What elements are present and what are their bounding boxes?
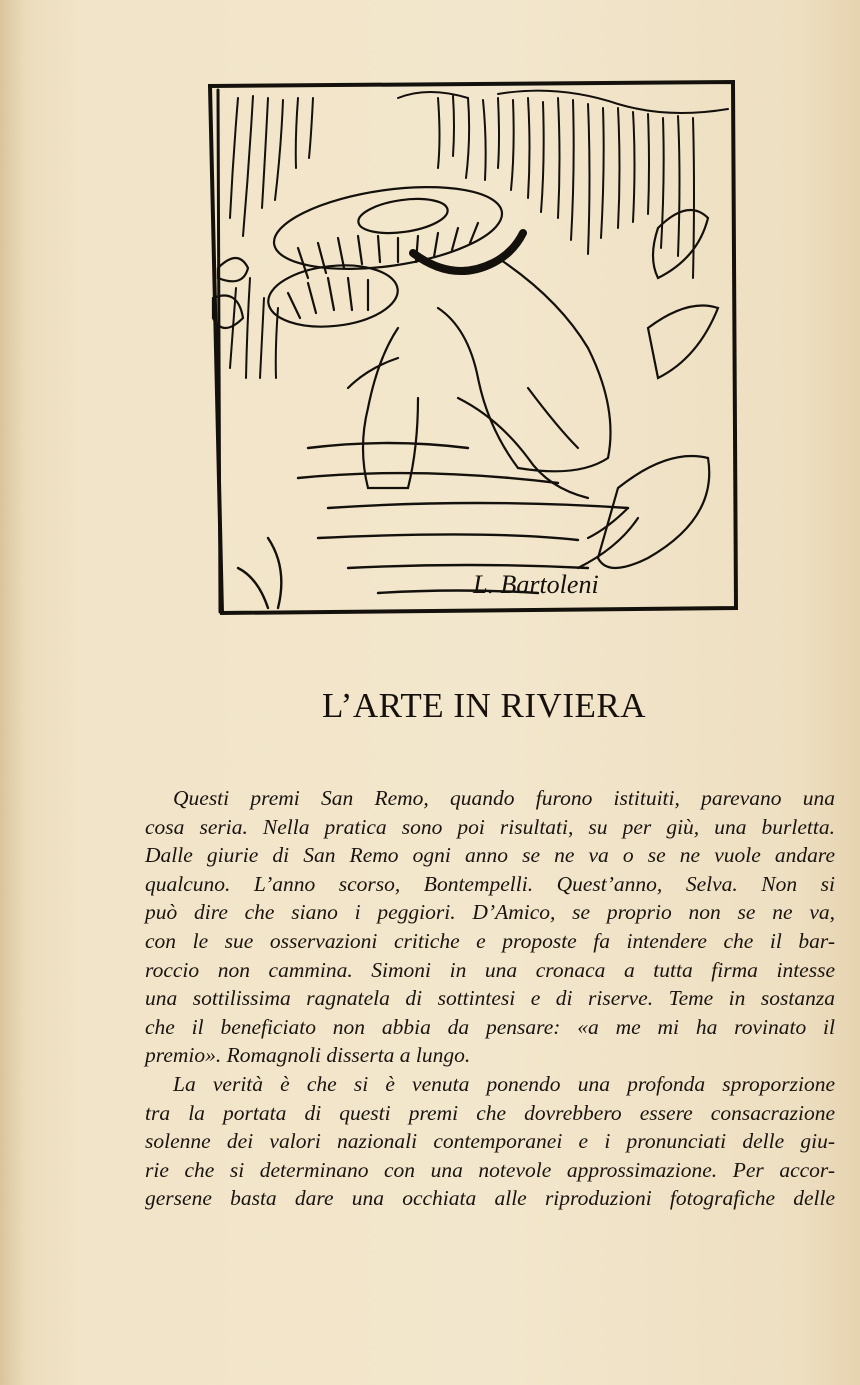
- text-line: Dalle giurie di San Remo ogni anno se ne va o se ne vuole andare: [145, 843, 835, 868]
- text-line: gersene basta dare una occhiata alle riproduzioni fotografiche delle: [145, 1186, 835, 1211]
- illustration-woman-washing: [198, 68, 768, 623]
- text-line: roccio non cammina. Simoni in una cronaca a tutta firma intesse: [145, 957, 835, 982]
- text-line: rie che si determinano con una notevole approssimazione. Per accor-: [145, 1157, 835, 1182]
- text-line: con le sue osservazioni critiche e proposte fa intendere che il bar-: [145, 928, 835, 953]
- text-line: solenne dei valori nazionali contemporanei e i pronunciati delle giu-: [145, 1129, 835, 1154]
- paragraph-1: [145, 784, 835, 1070]
- article-title: L’ARTE IN RIVIERA: [322, 686, 646, 725]
- text-line: tra la portata di questi premi che dovrebbero essere consacrazione: [145, 1100, 835, 1125]
- background-hatching: [230, 91, 728, 378]
- leaves: [213, 210, 718, 568]
- text-line: può dire che siano i peggiori. D’Amico, se proprio non se ne va,: [145, 900, 835, 925]
- text-line: premio». Romagnoli disserta a lungo.: [145, 1043, 471, 1068]
- hat: [265, 174, 523, 332]
- text-line: che il beneficiato non abbia da pensare: «a me mi ha rovinato il: [145, 1014, 835, 1039]
- figure: [348, 258, 611, 498]
- article-body: [145, 784, 835, 1213]
- text-line: Questi premi San Remo, quando furono istituiti, parevano una: [173, 786, 835, 810]
- artist-signature: L. Bartoleni: [473, 570, 599, 599]
- text-line: una sottilissima ragnatela di sottintesi e di riserve. Teme in sostanza: [145, 986, 835, 1011]
- text-line: La verità è che si è venuta ponendo una profonda sproporzione: [173, 1071, 835, 1096]
- paragraph-2: [145, 1070, 835, 1213]
- text-line: qualcuno. L’anno scorso, Bontempelli. Quest’anno, Selva. Non si: [145, 871, 835, 896]
- text-line: cosa seria. Nella pratica sono poi risultati, su per giù, una burletta.: [145, 814, 835, 839]
